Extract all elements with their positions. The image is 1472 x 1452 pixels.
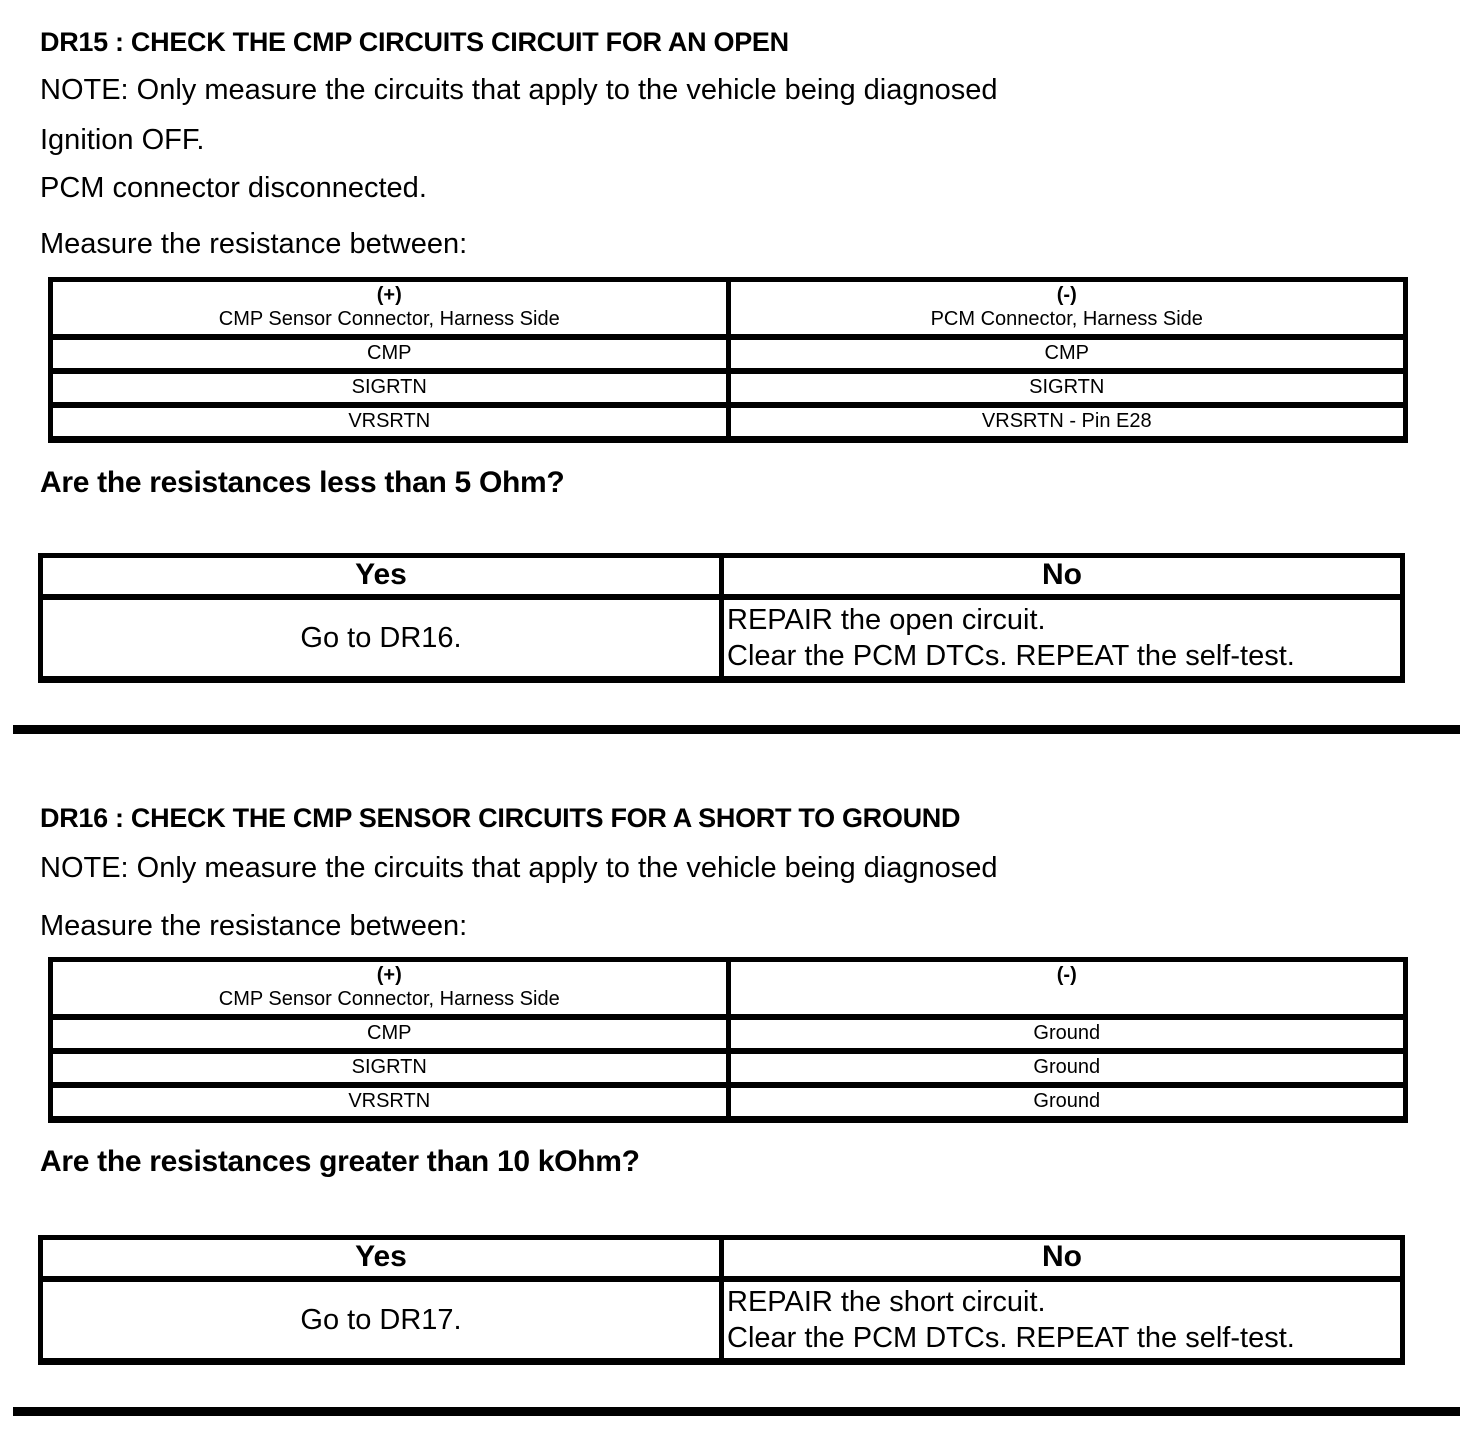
measurement-table-header-row bbox=[51, 960, 1406, 1018]
minus-sign-label: (-) bbox=[1056, 284, 1077, 306]
plus-circuit-cell: CMP bbox=[51, 1017, 729, 1051]
minus-header-cell bbox=[728, 960, 1406, 1018]
decision-header-row bbox=[41, 1238, 1403, 1280]
minus-header-cell bbox=[728, 280, 1406, 338]
dr16-heading: DR16 : CHECK THE CMP SENSOR CIRCUITS FOR A SHORT TO GROUND bbox=[40, 803, 961, 833]
dr15-step-pcm-disconnected: PCM connector disconnected. bbox=[40, 172, 427, 204]
no-action-cell bbox=[722, 597, 1403, 680]
decision-action-row bbox=[41, 597, 1403, 680]
measurement-table-header-row bbox=[51, 280, 1406, 338]
yes-header-cell: Yes bbox=[41, 556, 722, 598]
table-row bbox=[51, 1017, 1406, 1051]
plus-sign-label: (+) bbox=[376, 284, 402, 306]
no-action-line: REPAIR the short circuit. bbox=[727, 1286, 1046, 1318]
table-row bbox=[51, 405, 1406, 440]
dr16-measurement-table bbox=[48, 957, 1408, 1123]
table-row bbox=[51, 371, 1406, 405]
no-action-line: Clear the PCM DTCs. REPEAT the self-test. bbox=[727, 1322, 1295, 1354]
no-action-line: REPAIR the open circuit. bbox=[727, 604, 1046, 636]
yes-action-cell: Go to DR17. bbox=[41, 1279, 722, 1362]
plus-connector-label: CMP Sensor Connector, Harness Side bbox=[218, 308, 560, 330]
yes-action-cell: Go to DR16. bbox=[41, 597, 722, 680]
yes-header-cell: Yes bbox=[41, 1238, 722, 1280]
minus-circuit-cell: CMP bbox=[728, 337, 1406, 371]
no-action-line: Clear the PCM DTCs. REPEAT the self-test. bbox=[727, 640, 1295, 672]
minus-circuit-cell: Ground bbox=[728, 1051, 1406, 1085]
minus-circuit-cell: Ground bbox=[728, 1085, 1406, 1120]
decision-header-row bbox=[41, 556, 1403, 598]
no-header-cell: No bbox=[722, 1238, 1403, 1280]
plus-circuit-cell: VRSRTN bbox=[51, 405, 729, 440]
dr15-measure-label: Measure the resistance between: bbox=[40, 228, 468, 260]
minus-sign-label: (-) bbox=[1056, 964, 1077, 986]
dr15-note: NOTE: Only measure the circuits that apply to the vehicle being diagnosed bbox=[40, 74, 998, 106]
table-row bbox=[51, 1085, 1406, 1120]
dr16-question: Are the resistances greater than 10 kOhm? bbox=[40, 1145, 640, 1178]
plus-circuit-cell: SIGRTN bbox=[51, 1051, 729, 1085]
minus-connector-label: PCM Connector, Harness Side bbox=[930, 308, 1203, 330]
table-row bbox=[51, 337, 1406, 371]
plus-sign-label: (+) bbox=[376, 964, 402, 986]
decision-action-row bbox=[41, 1279, 1403, 1362]
section-divider-rule bbox=[13, 725, 1460, 734]
minus-circuit-cell: SIGRTN bbox=[728, 371, 1406, 405]
dr15-question: Are the resistances less than 5 Ohm? bbox=[40, 466, 565, 499]
table-row bbox=[51, 1051, 1406, 1085]
section-dr16 bbox=[40, 802, 1472, 1365]
dr15-decision-table bbox=[38, 553, 1405, 683]
plus-connector-label: CMP Sensor Connector, Harness Side bbox=[218, 988, 560, 1010]
minus-circuit-cell: VRSRTN - Pin E28 bbox=[728, 405, 1406, 440]
dr16-measure-label: Measure the resistance between: bbox=[40, 910, 468, 942]
section-dr15 bbox=[40, 26, 1472, 683]
dr15-step-ignition-off: Ignition OFF. bbox=[40, 124, 205, 156]
dr16-note: NOTE: Only measure the circuits that apply to the vehicle being diagnosed bbox=[40, 852, 998, 884]
plus-circuit-cell: VRSRTN bbox=[51, 1085, 729, 1120]
plus-circuit-cell: SIGRTN bbox=[51, 371, 729, 405]
no-action-cell bbox=[722, 1279, 1403, 1362]
plus-header-cell bbox=[51, 960, 729, 1018]
plus-circuit-cell: CMP bbox=[51, 337, 729, 371]
dr15-heading: DR15 : CHECK THE CMP CIRCUITS CIRCUIT FOR AN OPEN bbox=[40, 27, 789, 57]
no-header-cell: No bbox=[722, 556, 1403, 598]
plus-header-cell bbox=[51, 280, 729, 338]
minus-circuit-cell: Ground bbox=[728, 1017, 1406, 1051]
dr15-measurement-table bbox=[48, 277, 1408, 443]
bottom-rule bbox=[13, 1407, 1460, 1416]
dr16-decision-table bbox=[38, 1235, 1405, 1365]
